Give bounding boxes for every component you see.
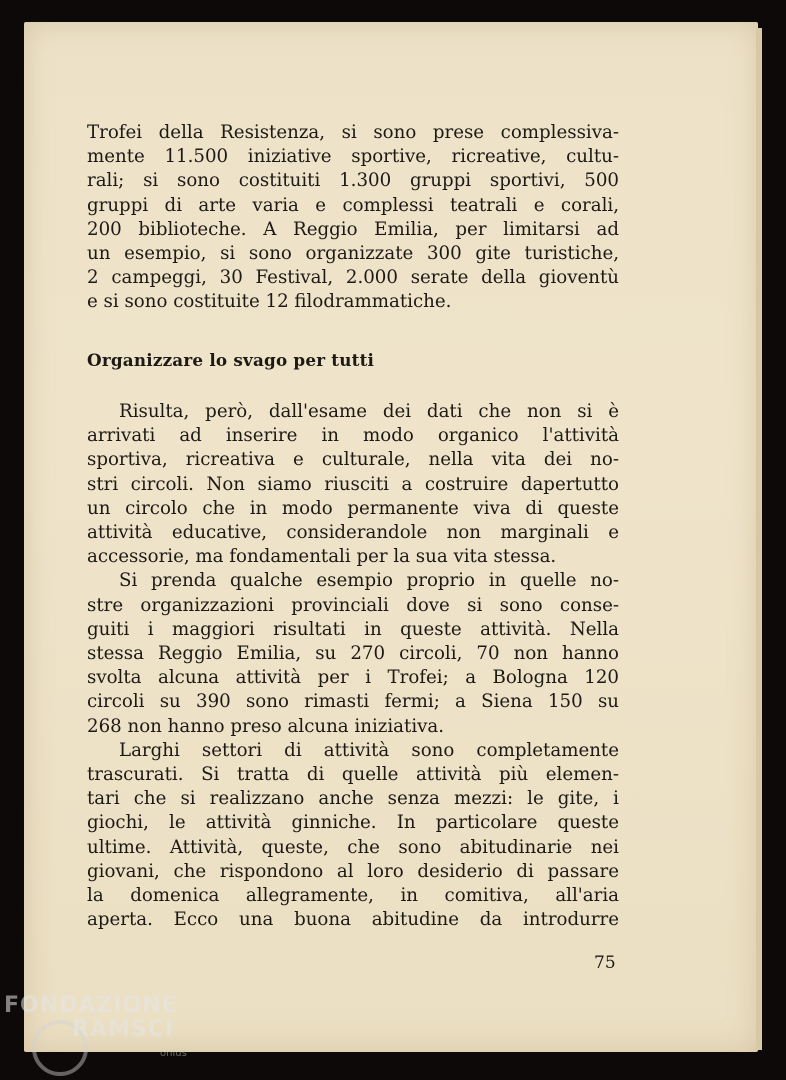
watermark-line1: FONDAZIONE [4, 993, 178, 1018]
text-line: rali; si sono costituiti 1.300 gruppi sportivi, 500 [87, 170, 619, 192]
text-line: 268 non hanno preso alcuna iniziativa. [87, 715, 445, 737]
text-line: e si sono costituite 12 filodrammatiche. [87, 291, 452, 313]
text-line: trascurati. Si tratta di quelle attività più elemen- [87, 764, 619, 786]
text-line: gruppi di arte varia e complessi teatrali e corali, [87, 194, 619, 216]
text-line: accessorie, ma fondamentali per la sua vita stessa. [87, 546, 557, 568]
watermark [4, 994, 178, 1042]
text-line: ultime. Attività, queste, che sono abitudinarie nei [87, 836, 619, 858]
text-line: la domenica allegramente, in comitiva, all'aria [87, 885, 619, 907]
text-line: svolta alcuna attività per i Trofei; a Bologna 120 [87, 667, 619, 689]
text-line: 2 campeggi, 30 Festival, 2.000 serate della gioventù [87, 267, 619, 289]
text-line: circoli su 390 sono rimasti fermi; a Siena 150 su [87, 691, 619, 713]
text-line: guiti i maggiori risultati in queste attività. Nella [87, 618, 619, 640]
text-line: un esempio, si sono organizzate 300 gite turistiche, [87, 243, 619, 265]
text-line: Larghi settori di attività sono completamente [119, 739, 619, 761]
text-line: giochi, le attività ginniche. In particolare queste [87, 812, 619, 834]
text-line: 200 biblioteche. A Reggio Emilia, per limitarsi ad [87, 218, 619, 240]
text-line: attività educative, considerandole non marginali e [87, 522, 619, 544]
text-line: arrivati ad inserire in modo organico l'attività [87, 425, 619, 447]
text-line: giovani, che rispondono al loro desiderio di passare [87, 860, 619, 882]
section-body [87, 400, 619, 932]
page-number: 75 [594, 953, 616, 973]
text-line: Risulta, però, dall'esame dei dati che non si è [119, 401, 619, 422]
text-line: tari che si realizzano anche senza mezzi: le gite, i [87, 788, 619, 810]
text-line: Trofei della Resistenza, si sono prese complessiva- [87, 122, 619, 143]
text-line: mente 11.500 iniziative sportive, ricreative, cultu- [87, 146, 619, 168]
watermark-line2: RAMSCI [72, 1017, 175, 1042]
paragraph-continued [87, 121, 619, 315]
text-line: aperta. Ecco una buona abitudine da introdurre [87, 909, 619, 931]
watermark-note: onlus [160, 1048, 187, 1059]
text-line: stessa Reggio Emilia, su 270 circoli, 70 non hanno [87, 643, 619, 665]
text-line: stri circoli. Non siamo riusciti a costruire dapertutto [87, 473, 619, 495]
book-page [24, 22, 758, 1052]
text-line: stre organizzazioni provinciali dove si sono conse- [87, 594, 619, 616]
section-heading: Organizzare lo svago per tutti [87, 350, 375, 370]
text-line: Si prenda qualche esempio proprio in quelle no- [119, 570, 619, 592]
text-line: un circolo che in modo permanente viva di queste [87, 497, 619, 519]
text-line: sportiva, ricreativa e culturale, nella vita dei no- [87, 449, 619, 471]
